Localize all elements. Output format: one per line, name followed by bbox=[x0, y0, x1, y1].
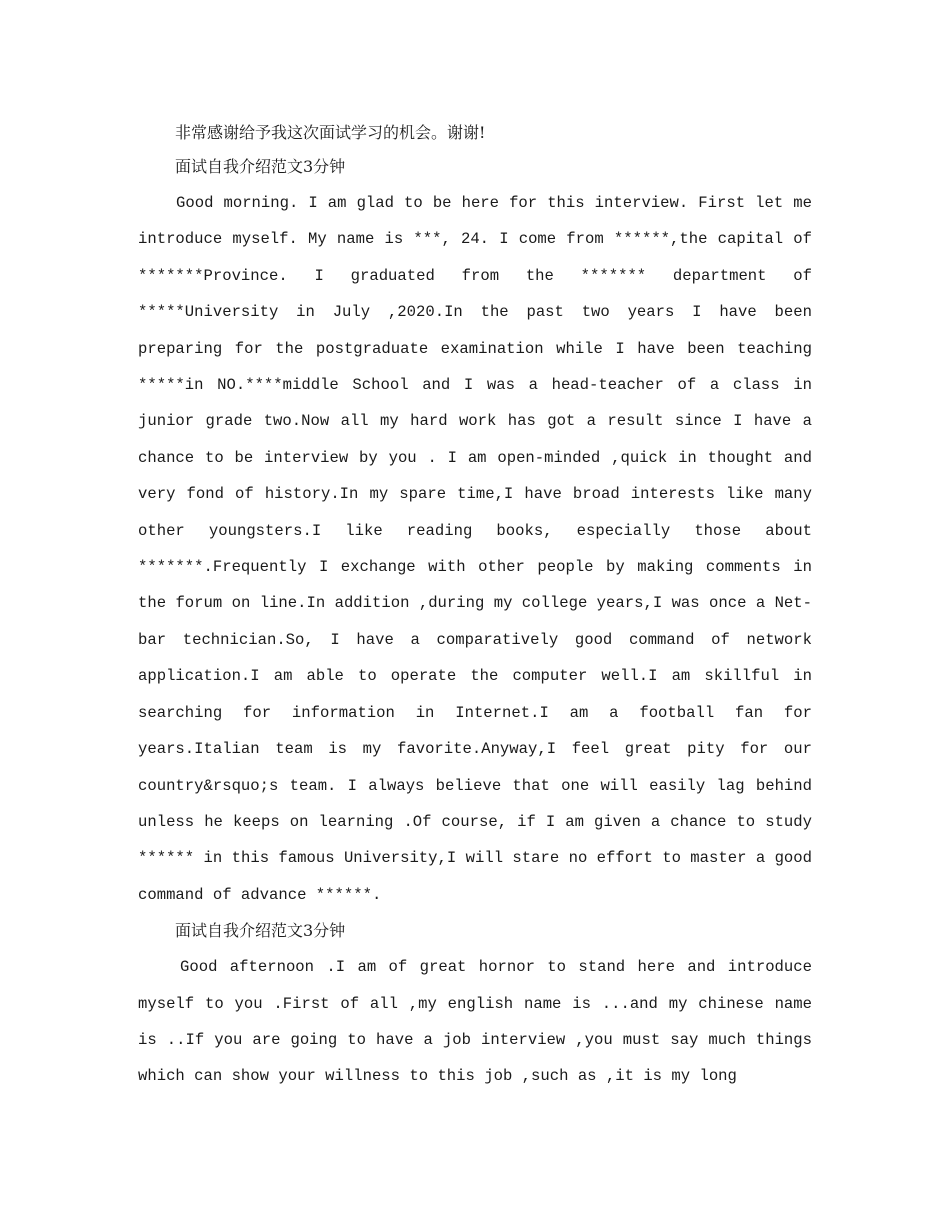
document-body bbox=[138, 115, 812, 1095]
closing-line: 非常感谢给予我这次面试学习的机会。谢谢! bbox=[175, 123, 486, 142]
paragraph-1: Good morning. I am glad to be here for this interview. First let me introduce myself. My name is ***, 24. I come from ******,the capital of *******Province. I graduated from the ******* department of *****University in July ,2020.In the past two years I have been preparing for the postgraduate examination while I have been teaching *****in NO.****middle School and I was a head-teacher of a class in junior grade two.Now all my hard work has got a result since I have a chance to be interview by you . I am open-minded ,quick in thought and very fond of history.In my spare time,I have broad interests like many other youngsters.I like reading books, especially those about *******.Frequently I exchange with other people by making comments in the forum on line.In addition ,during my college years,I was once a Net-bar technician.So, I have a comparatively good command of network application.I am able to operate the computer well.I am skillful in searching for information in Internet.I am a football fan for years.Italian team is my favorite.Anyway,I feel great pity for our country&rsquo;s team. I always believe that one will easily lag behind unless he keeps on learning .Of course, if I am given a chance to study ****** in this famous University,I will stare no effort to master a good command of advance ******. bbox=[138, 194, 812, 904]
section-heading-1: 面试自我介绍范文3分钟 bbox=[175, 157, 346, 176]
paragraph-2: Good afternoon .I am of great hornor to stand here and introduce myself to you .First of all ,my english name is ...and my chinese name is ..If you are going to have a job interview ,you must say much things which can show your willness to this job ,such as ,it is my long bbox=[138, 958, 812, 1086]
section-heading-2: 面试自我介绍范文3分钟 bbox=[175, 921, 346, 941]
